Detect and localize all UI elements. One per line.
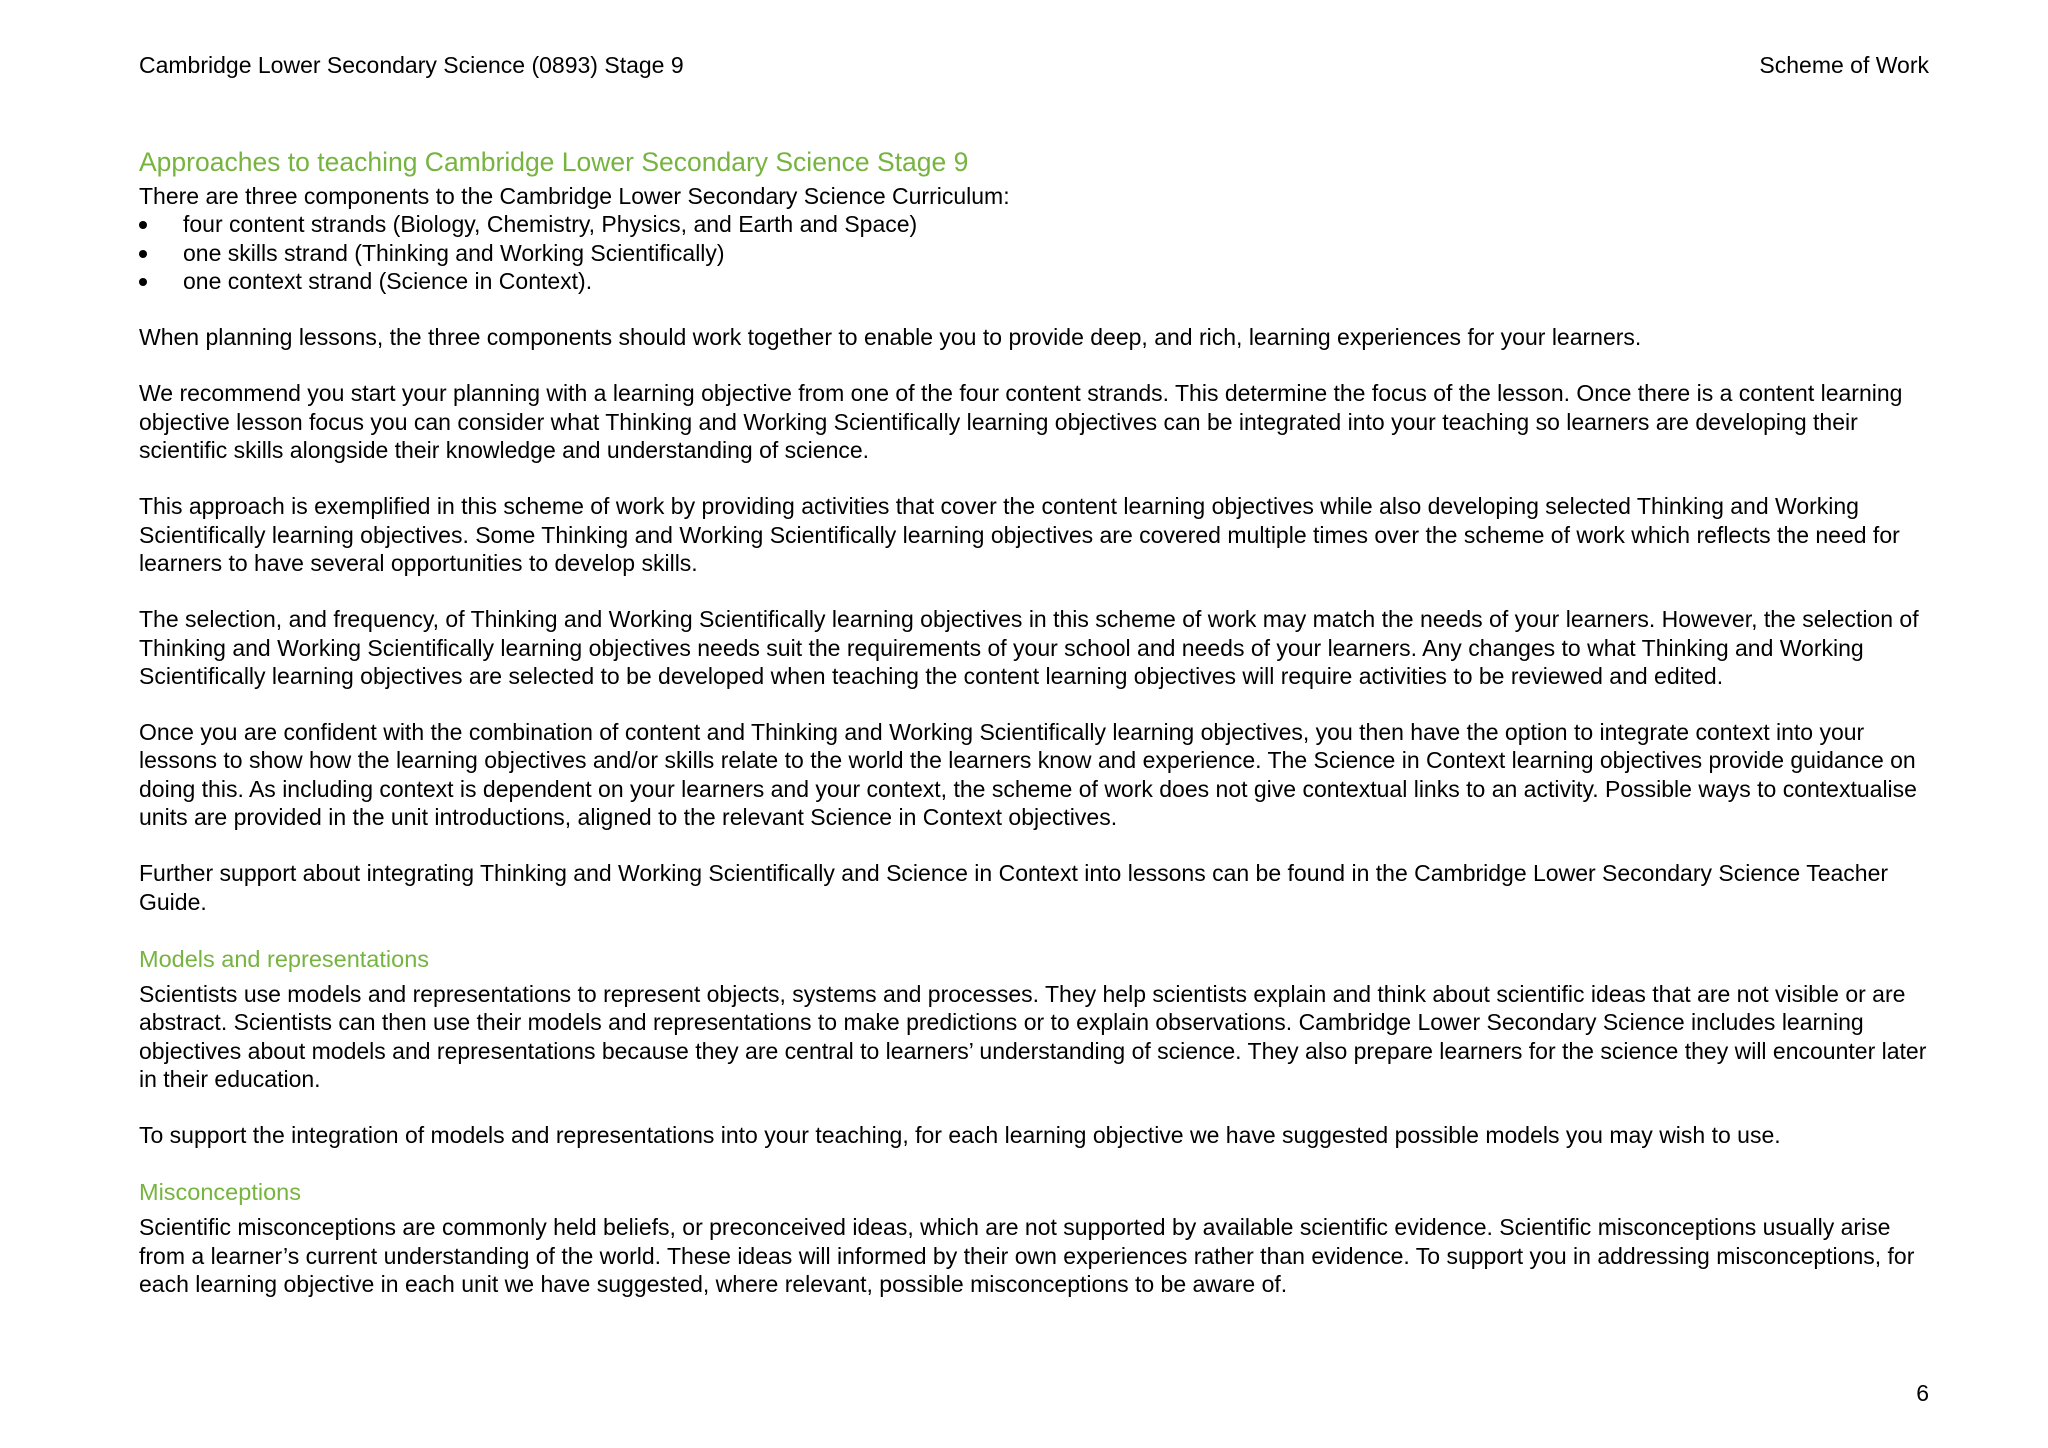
approaches-intro: There are three components to the Cambridge Lower Secondary Science Curriculum: (139, 183, 1010, 209)
paragraph-recommend: We recommend you start your planning with a learning objective from one of the four content strands. This determine the focus of the lesson. Once there is a content learning objective lesson focus you can consider what Thinking and Working Scientifically learning objectives can be integrated into your teaching so learners are developing their scientific skills alongside their knowledge and understanding of science. (139, 380, 1903, 464)
page-content (139, 145, 1929, 1326)
list-item-text: one skills strand (Thinking and Working Scientifically) (183, 239, 725, 266)
list-item-text: four content strands (Biology, Chemistry, Physics, and Earth and Space) (183, 211, 918, 238)
paragraph-models-support: To support the integration of models and representations into your teaching, for each learning objective we have suggested possible models you may wish to use. (139, 1122, 1781, 1149)
list-item (139, 267, 1929, 295)
list-item-text: one context strand (Science in Context). (183, 267, 593, 294)
paragraph-misconceptions: Scientific misconceptions are commonly held beliefs, or preconceived ideas, which are not supported by available scientific evidence. Scientific misconceptions usually arise from a learner’s current understanding of the world. These ideas will informed by their own experiences rather than evidence. To support you in addressing misconceptions, for each learning objective in each unit we have suggested, where relevant, possible misconceptions to be aware of. (139, 1214, 1915, 1298)
document-page (139, 0, 1929, 1448)
paragraph-approach: This approach is exemplified in this scheme of work by providing activities that cover the content learning objectives while also developing selected Thinking and Working Scientifically learning objectives. Some Thinking and Working Scientifically learning objectives are covered multiple times over the scheme of work which reflects the need for learners to have several opportunities to develop skills. (139, 493, 1900, 576)
header-document-type: Scheme of Work (1759, 52, 1929, 78)
paragraph-planning: When planning lessons, the three components should work together to enable you to provide deep, and rich, learning experiences for your learners. (139, 324, 1642, 351)
paragraph-selection: The selection, and frequency, of Thinking and Working Scientifically learning objectives in this scheme of work may match the needs of your learners. However, the selection of Thinking and Working Scientifically learning objectives needs suit the requirements of your school and needs of your learners. Any changes to what Thinking and Working Scientifically learning objectives are selected to be developed when teaching the content learning objectives will require activities to be reviewed and edited. (139, 606, 1919, 689)
models-heading: Models and representations (139, 945, 430, 972)
page-header (139, 50, 1929, 80)
page-number: 6 (1916, 1380, 1929, 1406)
bullet-icon (139, 278, 147, 286)
paragraph-models: Scientists use models and representations to represent objects, systems and processes. They help scientists explain and think about scientific ideas that are not visible or are abstract. Scientists can then use their models and representations to make predictions or to explain observations. Cambridge Lower Secondary Science includes learning objectives about models and representations because they are central to learners’ understanding of science. They also prepare learners for the science they will encounter later in their education. (139, 980, 1927, 1092)
models-section (139, 944, 1929, 1149)
approaches-heading: Approaches to teaching Cambridge Lower Secondary Science Stage 9 (139, 147, 969, 177)
header-course-title: Cambridge Lower Secondary Science (0893) Stage 9 (139, 52, 684, 78)
paragraph-context: Once you are confident with the combination of content and Thinking and Working Scientifically learning objectives, you then have the option to integrate context into your lessons to show how the learning objectives and/or skills relate to the world the learners know and experience. The Science in Context learning objectives provide guidance on doing this. As including context is dependent on your learners and your context, the scheme of work does not give contextual links to an activity. Possible ways to contextualise units are provided in the unit introductions, aligned to the relevant Science in Context objectives. (139, 719, 1917, 831)
approaches-section (139, 145, 1929, 916)
bullet-icon (139, 221, 147, 229)
misconceptions-section (139, 1177, 1929, 1298)
components-list (139, 210, 1929, 295)
paragraph-further-support: Further support about integrating Thinking and Working Scientifically and Science in Context into lessons can be found in the Cambridge Lower Secondary Science Teacher Guide. (139, 860, 1889, 915)
list-item (139, 210, 1929, 238)
bullet-icon (139, 250, 147, 258)
list-item (139, 239, 1929, 267)
misconceptions-heading: Misconceptions (139, 1179, 301, 1206)
